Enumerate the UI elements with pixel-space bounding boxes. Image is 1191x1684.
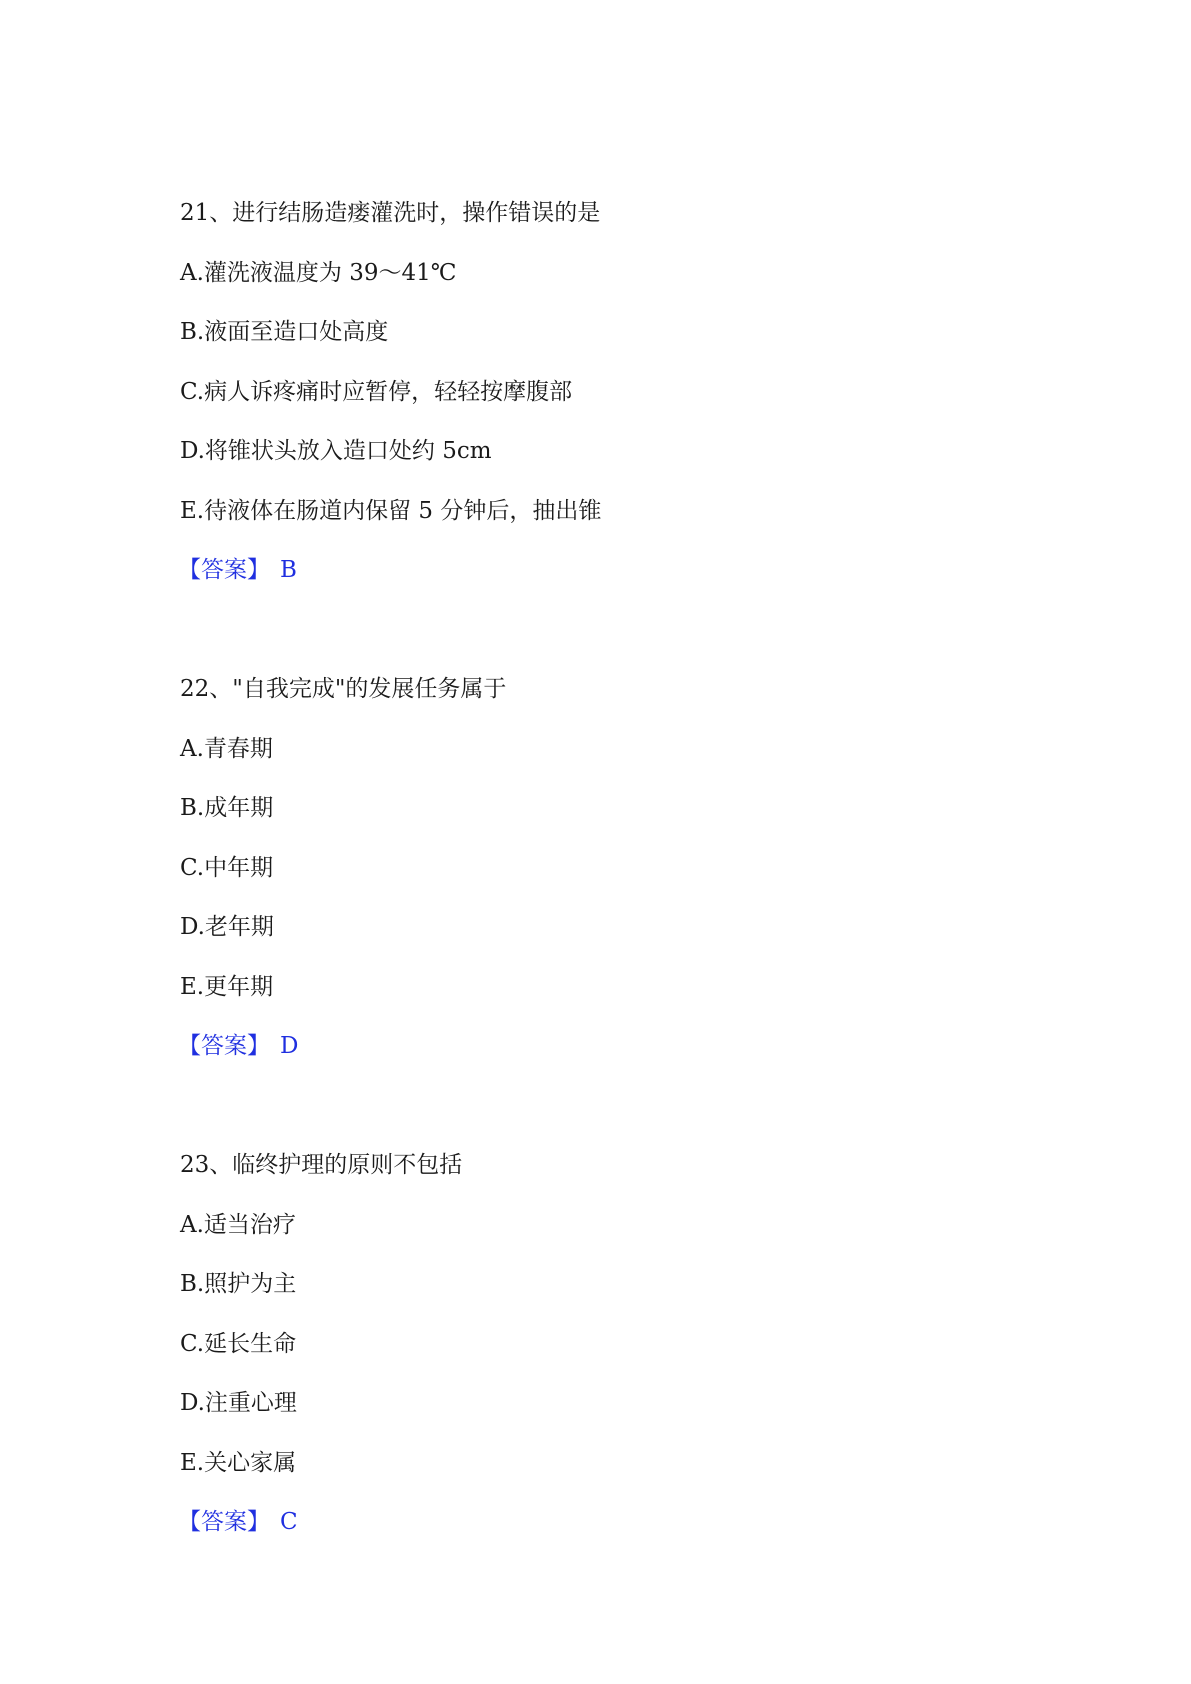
option-a: A.灌洗液温度为 39～41℃ bbox=[180, 259, 457, 286]
answer-line bbox=[180, 1033, 1080, 1059]
option-e: E.关心家属 bbox=[180, 1449, 297, 1476]
answer-value: C bbox=[280, 1509, 298, 1535]
option-a: A.适当治疗 bbox=[180, 1211, 296, 1238]
answer-label: 【答案】 bbox=[178, 557, 270, 583]
option-c: C.延长生命 bbox=[180, 1330, 297, 1357]
question-stem: 21、进行结肠造瘘灌洗时，操作错误的是 bbox=[180, 200, 601, 226]
answer-line bbox=[180, 1509, 1080, 1535]
option-c: C.病人诉疼痛时应暂停，轻轻按摩腹部 bbox=[180, 378, 573, 405]
option-b: B.液面至造口处高度 bbox=[180, 319, 389, 345]
option-d: D.将锥状头放入造口处约 5cm bbox=[180, 438, 492, 464]
question-stem: 23、临终护理的原则不包括 bbox=[180, 1152, 463, 1178]
option-d: D.老年期 bbox=[180, 914, 274, 940]
answer-value: B bbox=[280, 557, 297, 583]
answer-label: 【答案】 bbox=[178, 1509, 270, 1535]
question-22 bbox=[180, 676, 1080, 1059]
question-23 bbox=[180, 1152, 1080, 1535]
option-b: B.成年期 bbox=[180, 795, 274, 821]
option-e: E.更年期 bbox=[180, 973, 274, 1000]
option-c: C.中年期 bbox=[180, 854, 274, 881]
answer-label: 【答案】 bbox=[178, 1033, 270, 1059]
question-21 bbox=[180, 200, 1080, 583]
option-b: B.照护为主 bbox=[180, 1271, 297, 1297]
answer-value: D bbox=[280, 1033, 299, 1059]
option-a: A.青春期 bbox=[180, 735, 273, 762]
answer-line bbox=[180, 557, 1080, 583]
option-d: D.注重心理 bbox=[180, 1390, 297, 1416]
option-e: E.待液体在肠道内保留 5 分钟后，抽出锥 bbox=[180, 497, 602, 524]
question-stem: 22、"自我完成"的发展任务属于 bbox=[180, 676, 507, 702]
